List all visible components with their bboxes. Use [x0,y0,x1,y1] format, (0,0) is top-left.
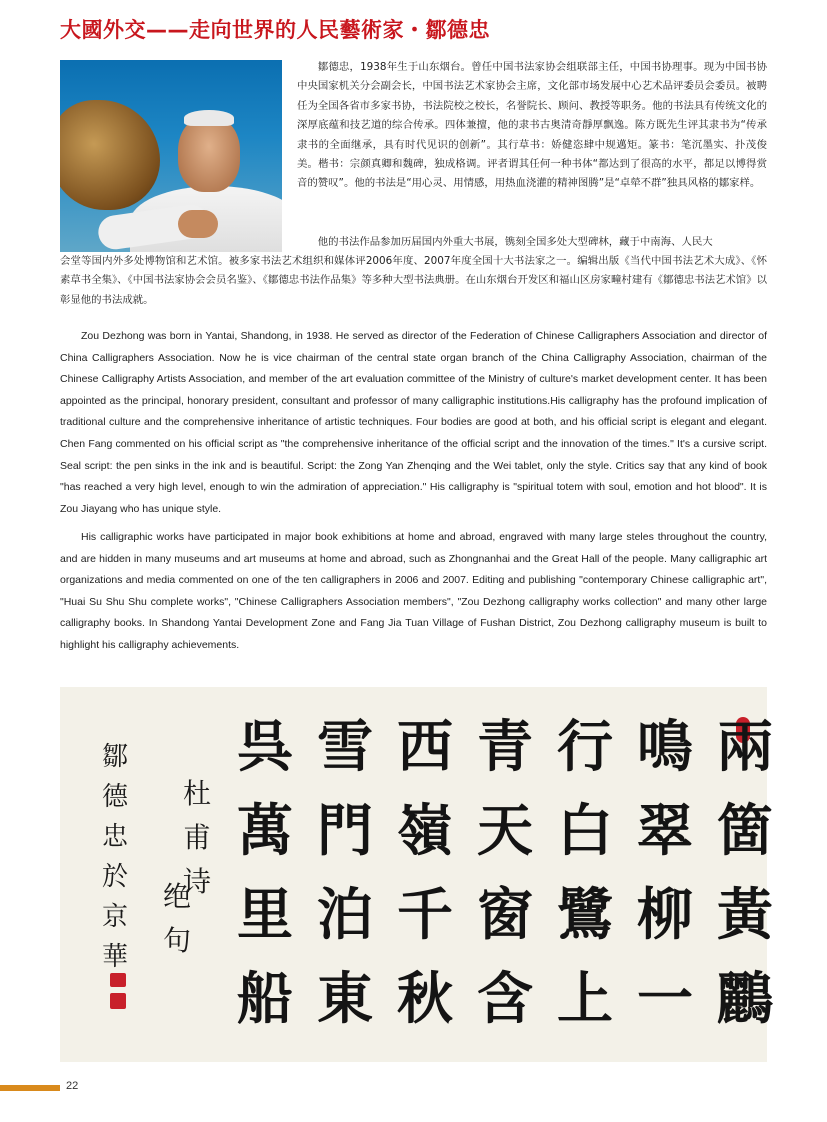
chinese-paragraph-2-continued: 会堂等国内外多处博物馆和艺术馆。被多家书法艺术组织和媒体评2006年度、2007年度全国十大书法家之一。编辑出版《当代中国书法艺术大成》、《怀素草书全集》、《中国书法家协会会员名鉴》、《鄒德忠书法作品集》等多种大型书法典册。在山东烟台开发区和福山区房家疃村建有《鄒德忠书法艺术馆》以彰显他的书法成就。 [60,255,767,306]
artist-signature: 鄒 德 忠 於 京 華 [101,742,128,972]
footer-accent-bar [0,1085,60,1091]
chinese-paragraph-1: 鄒德忠，1938年生于山东烟台。曾任中国书法家协会组联部主任，中国书协理事。现为中国书协中央国家机关分会副会长，中国书法艺术家协会主席，文化部市场发展中心艺术品评委员会委员。被聘任为全国各省市多家书协，书法院校之校长，名誉院长、顾问、教授等职务。他的书法具有传统文化的深厚底蕴和技艺道的综合传承。四体兼擅，他的隶书古奥清奇靜厚飘逸。陈方既先生评其隶书为“传承隶书的全面继承，具有时代见识的创新”。其行草书：娇健恣肆中规邁矩。篆书：笔沉墨实、扑茂俊美。楷书：宗颜真卿和魏碑，独成格调。评者谓其任何一种书体“都达到了很高的水平，都足以博得赏音的赞叹”。他的书法是“用心灵、用情感，用热血浇灌的精神图腾”是“卓犖不群”独具风格的鄒家样。 [297,61,767,190]
calligraphy-artwork [60,687,773,1062]
inscription-poem-type: 绝 句 [162,880,191,957]
english-paragraph-2: His calligraphic works have participated in major book exhibitions at home and abroad, engraved with many large steles throughout the country, and are hidden in many museums and art museums at home and abroad, such as Zhongnanhai and the Great Hall of the people. Many calligraphic art organizations and media commented on one of the ten calligraphers in 2006 and 2007. Editing and publishing "contemporary Chinese calligraphic art", "Huai Su Shu Shu complete works", "Chinese Calligraphers Association members", "Zou Dezhong calligraphy works collection" and many other large calligraphy books. In Shandong Yantai Development Zone and Fang Jia Tuan Village of Fushan District, Zou Dezhong calligraphy museum is built to highlight his calligraphy achievements. [60,531,767,651]
english-paragraph-1: Zou Dezhong was born in Yantai, Shandong, in 1938. He served as director of the Federation of Chinese Calligraphers Association and director of China Calligraphers Association. Now he is vice chairman of the central state organ branch of the China Calligraphy Association, chairman of the Chinese Calligraphy Artists Association, and member of the art evaluation committee of the Ministry of culture's market development center. It has been appointed as the principal, honorary president, consultant and professor of many calligraphic institutions.His calligraphy has the profound implication of traditional culture and the comprehensive inheritance of artistic techniques. Four bodies are good at both, and his official script is elegant and elegant. Chen Fang commented on his official script as "the comprehensive inheritance of the official script and the innovation of the times." It's a cursive script. Seal script: the pen sinks in the ink and is beautiful. Script: the Zong Yan Zhenqing and the Wei tablet, only the style. Critics say that any kind of book "has reached a very high level, enough to win the admiration of appreciation." His calligraphy is "spiritual totem with soul, emotion and hot blood". It is Zou Jiayang who has unique style. [60,330,767,515]
poem-column-4: 青 天 窗 含 [477,714,533,1032]
inscription-poem-title: 杜 甫 诗 [182,777,211,898]
photo-hand [178,210,218,238]
chinese-paragraph-2: 他的书法作品参加历届国内外重大书展，镌刻全国多处大型碑林，藏于中南海、人民大 [317,236,713,248]
artist-photo [60,60,282,252]
red-seal-style [110,993,126,1009]
photo-sculpture [60,100,160,210]
poem-column-5: 西 嶺 千 秋 [397,714,453,1032]
photo-hair [184,110,234,126]
photo-face [178,116,240,192]
page-title: 大國外交——走向世界的人民藝術家・鄒德忠 [60,18,490,42]
poem-column-6: 雪 門 泊 東 [317,714,373,1032]
page-number: 22 [66,1080,79,1092]
poem-column-1: 兩 箇 黃 鸝 [717,714,773,1032]
red-seal-name [110,973,126,987]
poem-column-7: 呉 萬 里 船 [237,714,293,1032]
poem-column-3: 行 白 鷺 上 [557,714,613,1032]
poem-column-2: 鳴 翠 柳 一 [637,714,693,1032]
